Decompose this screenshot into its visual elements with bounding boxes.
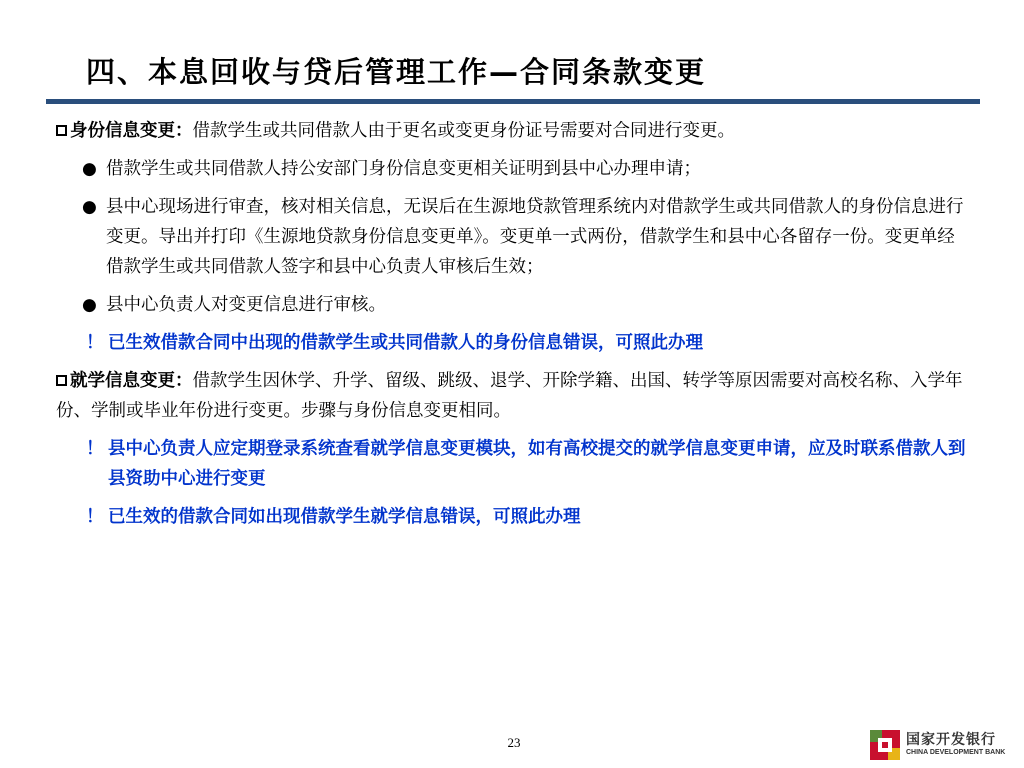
title-divider [46,99,980,104]
section-identity-change [56,116,971,146]
section-study-change [56,366,971,426]
bank-logo-icon [870,730,900,760]
checkbox-bullet-icon [56,125,67,136]
list-item-text: 县中心负责人对变更信息进行审核。 [106,295,386,315]
note-text: 县中心负责人应定期登录系统查看就学信息变更模块，如有高校提交的就学信息变更申请，应及时联系借款人到县资助中心进行变更 [108,439,966,489]
section-heading: 就学信息变更： [70,371,193,391]
list-item [56,290,971,320]
bank-name-cn: 国家开发银行 [906,732,996,748]
page-number: 23 [507,735,521,750]
checkbox-bullet-icon [56,375,67,386]
list-item [56,192,971,282]
slide-title: 四、本息回收与贷后管理工作—合同条款变更 [86,55,707,89]
exclamation-icon: ！ [86,439,104,459]
highlight-note [56,328,971,358]
list-item-text: 县中心现场进行审查，核对相关信息，无误后在生源地贷款管理系统内对借款学生或共同借款人的身份信息进行变更。导出并打印《生源地贷款身份信息变更单》。变更单一式两份，借款学生和县中心各留存一份。变更单经借款学生或共同借款人签字和县中心负责人审核后生效； [106,197,964,277]
list-item [56,154,971,184]
bullet-dot-icon: ● [82,159,97,179]
list-item-text: 借款学生或共同借款人持公安部门身份信息变更相关证明到县中心办理申请； [106,159,701,179]
bullet-dot-icon: ● [82,197,97,217]
note-text: 已生效的借款合同如出现借款学生就学信息错误，可照此办理 [108,507,581,527]
highlight-note [56,434,971,494]
exclamation-icon: ！ [86,333,104,353]
bullet-dot-icon: ● [82,295,97,315]
note-text: 已生效借款合同中出现的借款学生或共同借款人的身份信息错误，可照此办理 [108,333,703,353]
bank-logo [870,730,1020,764]
section-heading: 身份信息变更： [70,121,193,141]
highlight-note [56,502,971,532]
section-text: 借款学生因休学、升学、留级、跳级、退学、开除学籍、出国、转学等原因需要对高校名称、入学年份、学制或毕业年份进行变更。步骤与身份信息变更相同。 [56,371,963,421]
section-text: 借款学生或共同借款人由于更名或变更身份证号需要对合同进行变更。 [192,121,735,141]
exclamation-icon: ！ [86,507,104,527]
bank-name-en: CHINA DEVELOPMENT BANK [906,749,1006,756]
slide-body [56,116,971,540]
